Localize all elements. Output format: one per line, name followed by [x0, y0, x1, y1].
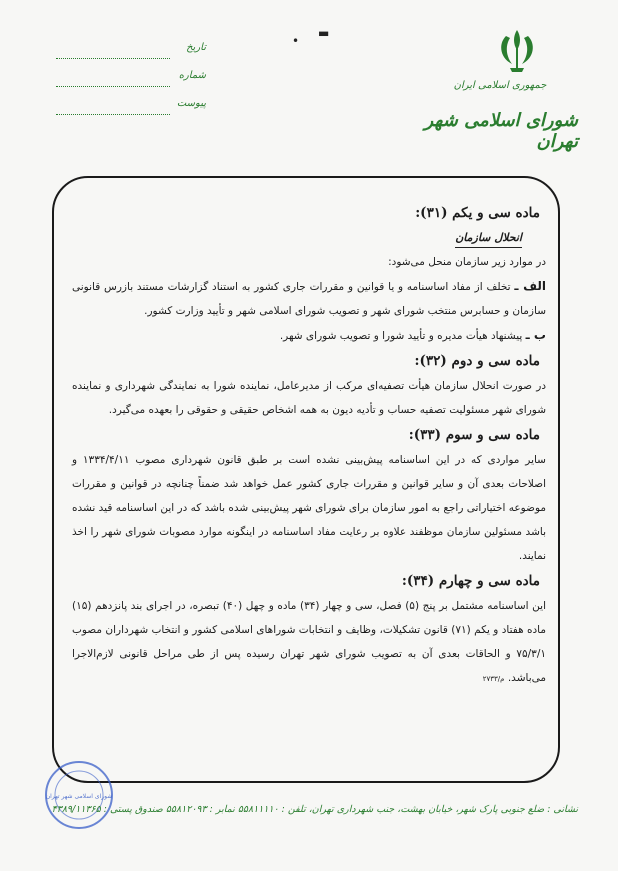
article-34-title: ماده سی و چهارم (۳۴):	[401, 573, 540, 589]
ink-mark: ▬	[318, 26, 330, 40]
article-34-paragraph	[72, 594, 546, 691]
body-content	[72, 200, 546, 691]
article-31-title: ماده سی و یکم (۳۱):	[415, 205, 540, 221]
article-32-text: در صورت انحلال سازمان هیأت تصفیه‌ای مرکب از مدیرعامل، نماینده شورا به نمایندگی شهرداری و نماینده شورای شهر مسئولیت تصفیه حساب و تأدیه دیون به همه اشخاص حقیقی و حقوقی را بعهده می‌گیرد.	[72, 380, 546, 416]
meta-attachment	[56, 96, 206, 124]
emblem-icon	[492, 26, 542, 74]
article-31-subtitle: انحلال سازمان	[455, 229, 522, 248]
meta-attachment-label: پیوست	[176, 98, 206, 109]
item-a-label: الف ـ	[514, 279, 546, 293]
meta-date-line	[56, 58, 170, 59]
article-31-item-b	[72, 323, 546, 348]
council-stamp	[42, 758, 116, 832]
council-name: شورای اسلامی شهر تهران	[424, 110, 578, 152]
stamp-text: شورای اسلامی شهر تهران	[45, 793, 113, 800]
article-32-title: ماده سی و دوم (۳۲):	[414, 353, 540, 369]
footer-address: نشانی : ضلع جنوبی پارک شهر، خیابان بهشت، جنب شهرداری تهران، تلفن : ۵۵۸۱۱۱۱۰ نمابر : ۵۵۸۱۲۰۹۳ صندوق پستی : ۴۳۸۹/۱۱۳۶۵	[51, 804, 578, 815]
article-34-note: م/۲۷۳۳	[482, 675, 505, 683]
meta-date	[56, 40, 206, 68]
item-b-label: ب ـ	[525, 328, 546, 342]
country-name: جمهوری اسلامی ایران	[453, 80, 547, 91]
ink-mark: •	[292, 34, 300, 48]
item-b-text: پیشنهاد هیأت مدیره و تأیید شورا و تصویب شورای شهر.	[279, 330, 523, 342]
meta-attachment-line	[56, 114, 170, 115]
article-33-title: ماده سی و سوم (۳۳):	[408, 427, 540, 443]
letter-meta	[56, 40, 206, 124]
article-31-item-a	[72, 274, 546, 323]
meta-number-label: شماره	[178, 70, 206, 81]
meta-date-label: تاریخ	[186, 42, 206, 53]
article-33-text: سایر مواردی که در این اساسنامه پیش‌بینی نشده است بر طبق قانون شهرداری مصوب ۱۳۳۴/۴/۱۱ و اصلاحات بعدی آن و سایر قوانین و مقررات جاری کشور عمل خواهد شد ضمناً چنانچه در قوانین و مقررات موضوعه اختیاراتی راجع به امور سازمان برای شورای شهر پیش‌بینی شده باشد که در این اساسنامه قید نشده باشد مسئولین سازمان موظفند علاوه بر رعایت مفاد اساسنامه در اینگونه موارد مصوبات شورای شهر را اخذ نمایند.	[72, 454, 546, 562]
article-34-text: این اساسنامه مشتمل بر پنج (۵) فصل، سی و چهار (۳۴) ماده و چهل (۴۰) تبصره، در اجرای بند پانزدهم (۱۵) ماده هفتاد و یکم (۷۱) قانون تشکیلات، وظایف و انتخابات شوراهای اسلامی کشور و انتخاب شهرداران مصوب ۷۵/۳/۱ و الحاقات بعدی آن به تصویب شورای شهر تهران رسیده پس از طی مراحل قانونی لازم‌الاجرا می‌باشد.	[72, 600, 546, 684]
meta-number	[56, 68, 206, 96]
meta-number-line	[56, 86, 170, 87]
item-a-text: تخلف از مفاد اساسنامه و یا قوانین و مقررات جاری کشور به استناد گزارشات مستند بازرس قانونی سازمان و حسابرس منتخب شورای شهر و تصویب شورای اسلامی شهر و تأیید وزارت کشور.	[72, 281, 546, 317]
article-31-intro: در موارد زیر سازمان منحل می‌شود:	[388, 256, 546, 268]
